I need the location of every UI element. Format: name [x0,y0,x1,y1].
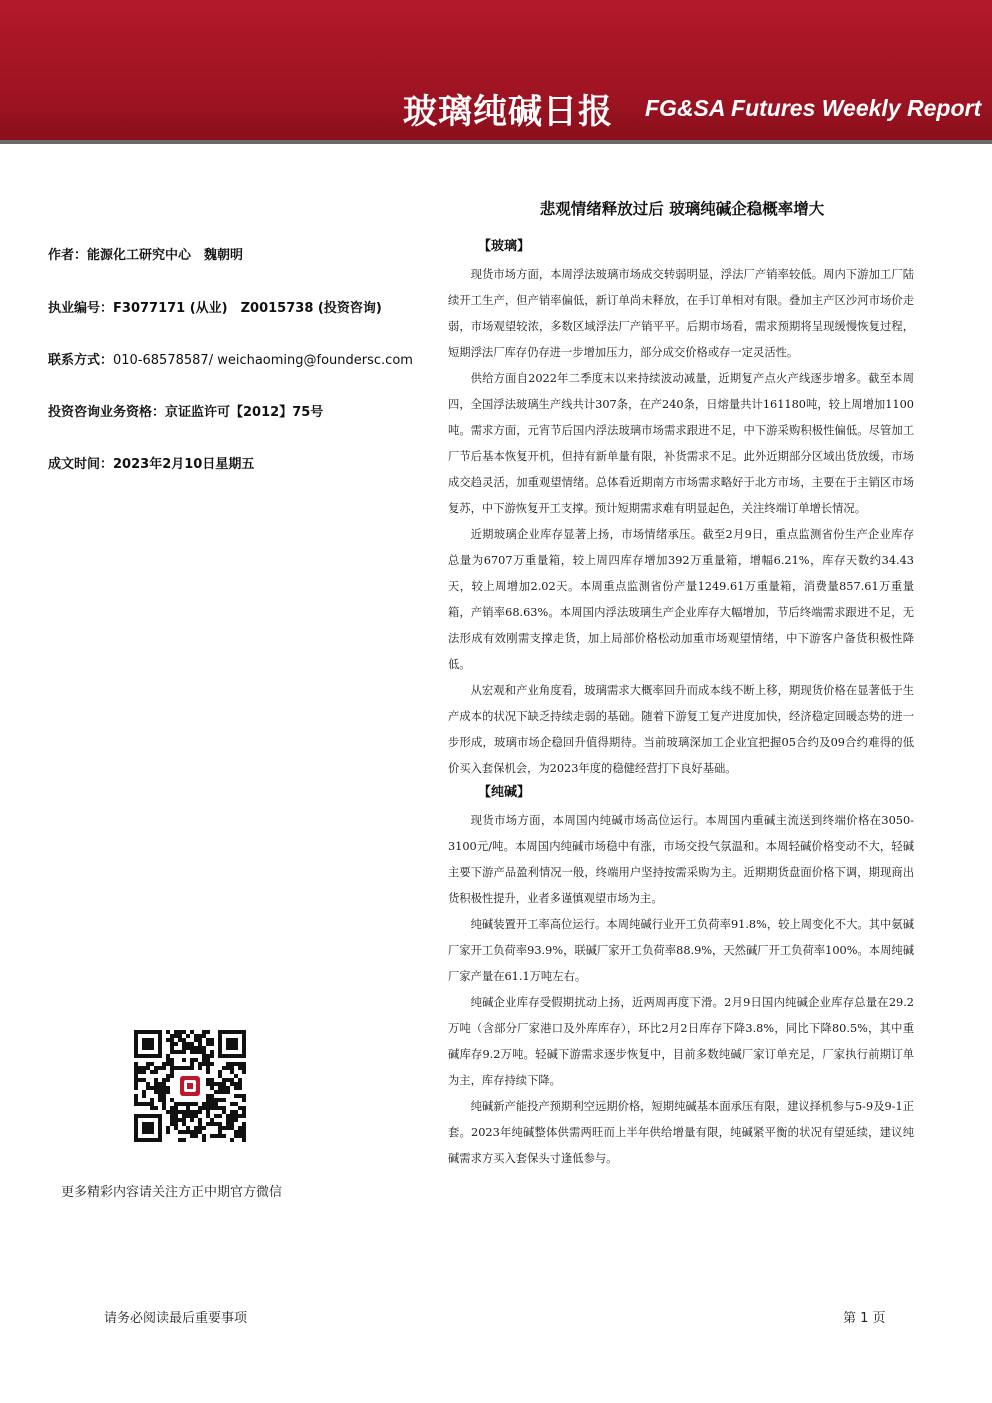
soda-ash-paragraph: 纯碱装置开工率高位运行。本周纯碱行业开工负荷率91.8%，较上周变化不大。其中氨碱厂家开工负荷率93.9%，联碱厂家开工负荷率88.9%，天然碱厂开工负荷率100%。本周纯碱厂家产量在61.1万吨左右。 [448,918,914,983]
report-body [448,236,914,1172]
section-heading-glass: 【玻璃】 [478,239,531,254]
glass-paragraph: 现货市场方面，本周浮法玻璃市场成交转弱明显，浮法厂产销率较低。周内下游加工厂陆续开工生产，但产销率偏低，新订单尚未释放，在手订单相对有限。叠加主产区沙河市场价走弱，市场观望较浓，多数区域浮法厂产销平平。后期市场看，需求预期将呈现缓慢恢复过程，短期浮法厂库存仍存进一步增加压力，部分成交价格或存一定灵活性。 [448,268,914,359]
section-heading-soda-ash: 【纯碱】 [478,785,531,800]
contact-line [48,349,438,368]
author-line [48,244,438,263]
qr-caption: 更多精彩内容请关注方正中期官方微信 [61,1185,283,1200]
report-series-subtitle: FG&SA Futures Weekly Report [645,95,982,121]
glass-paragraph: 从宏观和产业角度看，玻璃需求大概率回升而成本线不断上移，期现货价格在显著低于生产成本的状况下缺乏持续走弱的基础。随着下游复工复产进度加快，经济稳定回暖态势的进一步形成，玻璃市场企稳回升值得期待。当前玻璃深加工企业宜把握05合约及09合约难得的低价买入套保机会，为2023年度的稳健经营打下良好基础。 [448,684,914,775]
qualification-line [48,401,438,420]
date-line [48,453,438,472]
qr-center-logo [178,1074,202,1098]
certificate-label: 执业编号： [48,301,114,316]
qr-finder-top-left [134,1030,162,1058]
author-label: 作者： [48,248,88,263]
certificate-value: F3077171 (从业) Z0015738 (投资咨询) [113,301,382,316]
header-divider [0,140,992,144]
date-value: 2023年2月10日星期五 [113,457,255,472]
wechat-qr-code[interactable] [134,1030,246,1142]
contact-label: 联系方式： [48,353,114,368]
soda-ash-paragraph: 纯碱新产能投产预期利空远期价格，短期纯碱基本面承压有限，建议择机参与5-9及9-1正套。2023年纯碱整体供需两旺而上半年供给增量有限，纯碱紧平衡的状况有望延续，建议纯碱需求方买入套保头寸逢低参与。 [448,1100,914,1165]
glass-paragraph: 供给方面自2022年二季度末以来持续波动减量，近期复产点火产线逐步增多。截至本周四，全国浮法玻璃生产线共计307条，在产240条，日熔量共计161180吨，较上周增加1100吨。需求方面，元宵节后国内浮法玻璃市场需求跟进不足，中下游采购积极性偏低。尽管加工厂节后基本恢复开机，但持有新单量有限，补货需求不足。此外近期部分区域出货放缓，市场成交趋灵活，加重观望情绪。总体看近期南方市场需求略好于北方市场，主要在于主销区市场复苏，中下游恢复开工支撑。预计短期需求难有明显起色，关注终端订单增长情况。 [448,372,914,515]
qr-finder-bottom-left [134,1114,162,1142]
page-title: 悲观情绪释放过后 玻璃纯碱企稳概率增大 [539,200,825,218]
qr-code-icon [134,1030,246,1142]
glass-paragraph: 近期玻璃企业库存显著上扬，市场情绪承压。截至2月9日，重点监测省份生产企业库存总量为6707万重量箱，较上周四库存增加392万重量箱，增幅6.21%，库存天数约34.43天，较上周增加2.02天。本周重点监测省份产量1249.61万重量箱，消费量857.61万重量箱，产销率68.63%。本周国内浮法玻璃生产企业库存大幅增加，节后终端需求跟进不足，无法形成有效刚需支撑走货，加上局部价格松动加重市场观望情绪，中下游客户备货积极性降低。 [448,528,914,671]
date-label: 成文时间： [48,457,114,472]
certificate-line [48,297,438,316]
qr-finder-top-right [218,1030,246,1058]
footer-notice[interactable]: 请务必阅读最后重要事项 [104,1311,248,1326]
report-series-title: 玻璃纯碱日报 [403,92,613,132]
author-value: 能源化工研究中心 魏朝明 [87,248,244,263]
contact-value[interactable]: 010-68578587/ weichaoming@foundersc.com [113,353,413,368]
page-number: 第 1 页 [843,1311,886,1326]
qualification-value: 京证监许可【2012】75号 [165,405,324,420]
qualification-label: 投资咨询业务资格： [48,405,166,420]
soda-ash-paragraph: 现货市场方面，本周国内纯碱市场高位运行。本周国内重碱主流送到终端价格在3050-3100元/吨。本周国内纯碱市场稳中有涨，市场交投气氛温和。本周轻碱价格变动不大，轻碱主要下游产品盈利情况一般，终端用户坚持按需采购为主。近期期货盘面价格下调，期现商出货积极性提升，业者多谨慎观望市场为主。 [448,814,914,905]
soda-ash-paragraph: 纯碱企业库存受假期扰动上扬，近两周再度下滑。2月9日国内纯碱企业库存总量在29.2万吨（含部分厂家港口及外库库存），环比2月2日库存下降3.8%，同比下降80.5%，其中重碱库存9.2万吨。轻碱下游需求逐步恢复中，目前多数纯碱厂家订单充足，厂家执行前期订单为主，库存持续下降。 [448,996,914,1087]
